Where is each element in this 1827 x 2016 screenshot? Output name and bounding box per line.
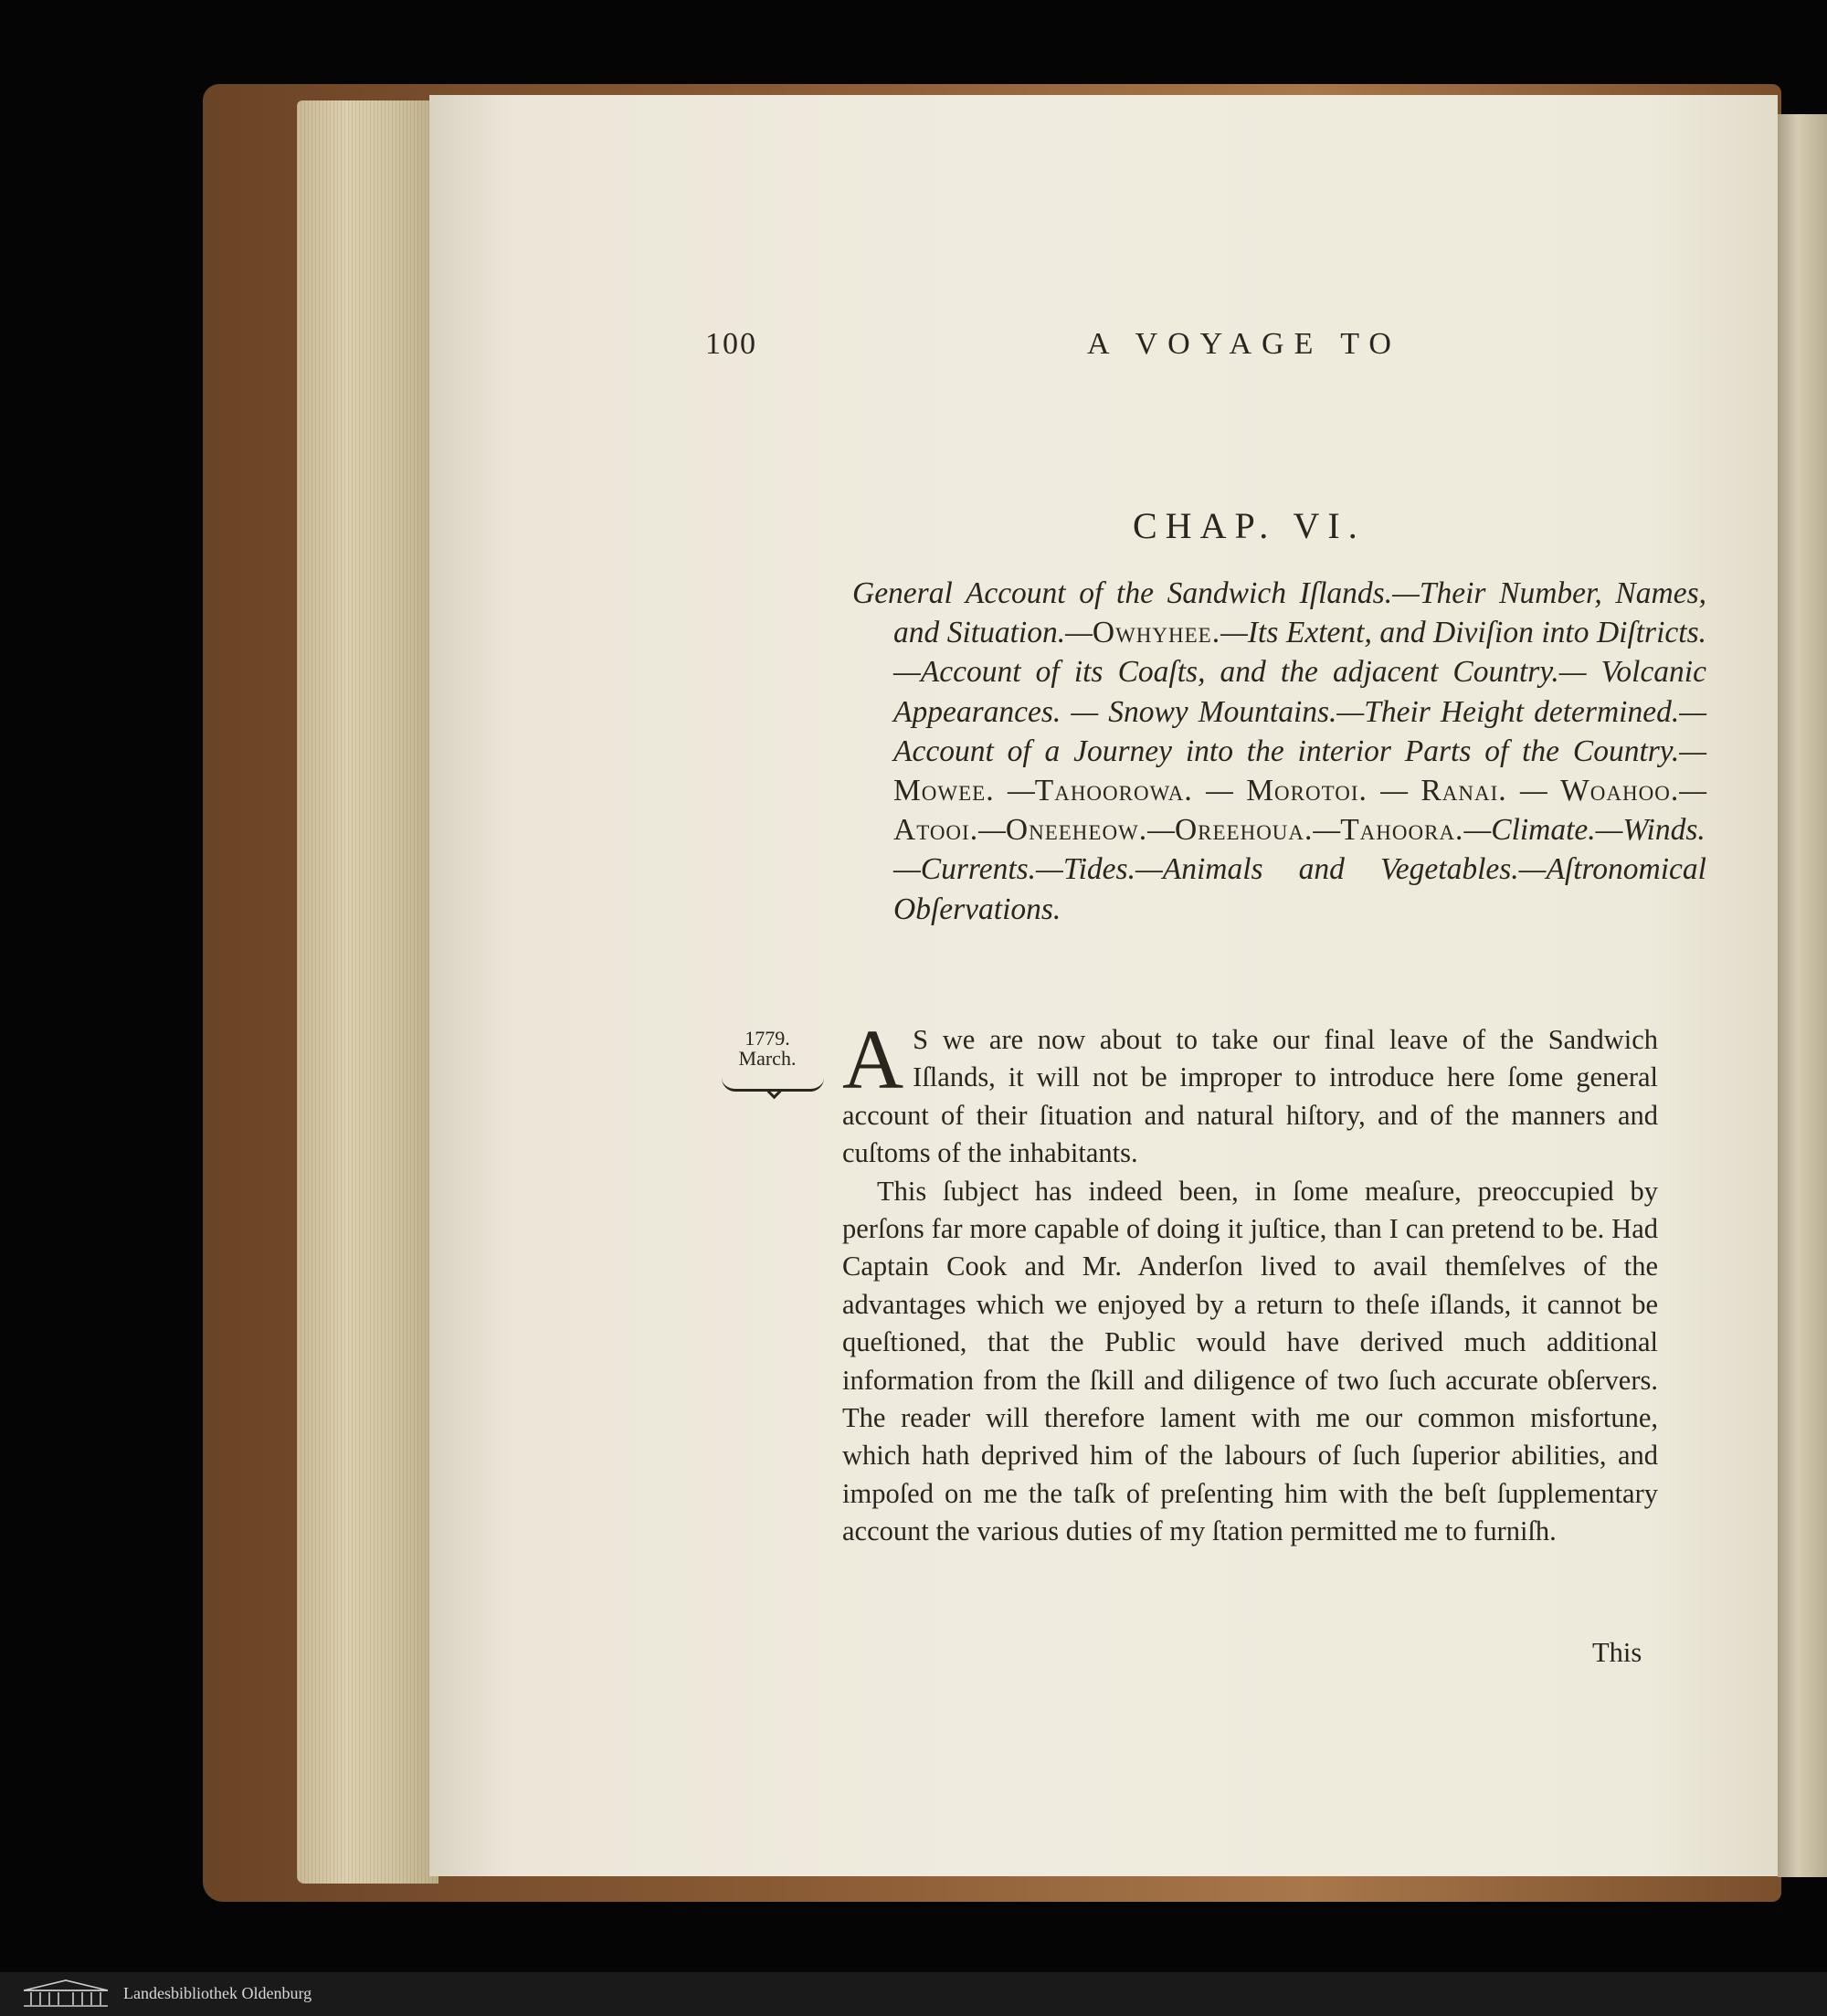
paragraph-text: S we are now about to take our final leave of the Sandwich Iſlands, it will not be improper to introduce here ſome general account of their ſituation and natural hiſtory, and of the manners and cuſtoms of the inhabitants. <box>842 1024 1658 1169</box>
page-block-right <box>1778 114 1827 1877</box>
summary-text: —Its Extent, and Diviſion into Diſtricts.—Account of its Coaſts, and the adjacent Country.— Volcanic Appearances. — Snowy Mountains.—Their Height determined.—Account of a Journey into the interior Parts of the Country.— <box>893 616 1706 768</box>
margin-note-month: March. <box>738 1047 797 1070</box>
summary-dash: — <box>994 774 1035 808</box>
island-name: Ranai. <box>1420 774 1507 808</box>
summary-dash: — <box>1367 774 1421 808</box>
island-name: Owhyhee. <box>1092 616 1221 650</box>
island-name: Oneeheow. <box>1005 813 1148 848</box>
summary-dash: — <box>1313 813 1341 848</box>
summary-dash: — <box>1679 774 1706 808</box>
margin-note-year: 1779. <box>745 1027 790 1050</box>
island-name: Mowee. <box>893 774 995 808</box>
summary-text: General Account of the Sandwich Iſlands.—Their Number, Names, and Situation.— <box>852 576 1706 650</box>
paragraph <box>842 1013 1658 1173</box>
paragraph: This ſubject has indeed been, in ſome meaſure, preoccupied by perſons far more capable of doing it juſtice, than I can pretend to be. Had Captain Cook and Mr. Anderſon lived to avail themſelves of the advantages which we enjoyed by a return to theſe iſlands, it cannot be queſtioned, that the Public would have derived much additional information from the ſkill and diligence of two ſuch accurate obſervers. The reader will therefore lament with me our common misfortune, which hath deprived him of the labours of ſuch ſuperior abilities, and impoſed on me the taſk of preſenting him with the beſt ſupplementary account the various duties of my ſtation permitted me to furniſh. <box>842 1175 1658 1547</box>
island-name: Tahoora. <box>1340 813 1464 848</box>
margin-note <box>722 1029 813 1069</box>
drop-cap: A <box>842 1013 904 1107</box>
library-name: Landesbibliothek Oldenburg <box>123 1984 312 2002</box>
catchword: This <box>1592 1637 1642 1668</box>
summary-dash: — <box>1147 813 1175 848</box>
running-title: A VOYAGE TO <box>1087 327 1401 361</box>
page-number: 100 <box>705 327 757 361</box>
island-name: Oreehoua. <box>1174 813 1314 848</box>
summary-dash: — <box>1192 774 1247 808</box>
running-head <box>0 327 1827 373</box>
summary-dash: — <box>1506 774 1561 808</box>
island-name: Woahoo. <box>1560 774 1680 808</box>
island-name: Tahoorowa. <box>1034 774 1193 808</box>
summary-text: —Climate.—Winds.—Currents.—Tides.—Animals and Vegetables.—Aſtronomical Obſervations. <box>893 813 1706 926</box>
library-building-icon <box>20 1978 111 2009</box>
chapter-summary <box>852 574 1706 929</box>
summary-dash: — <box>978 813 1006 848</box>
island-name: Morotoi. <box>1246 774 1368 808</box>
body-text <box>842 1013 1658 1551</box>
margin-brace <box>722 1078 824 1092</box>
island-name: Atooi. <box>893 813 979 848</box>
footer-bar <box>0 1972 1827 2016</box>
chapter-title: CHAP. VI. <box>1133 505 1366 546</box>
